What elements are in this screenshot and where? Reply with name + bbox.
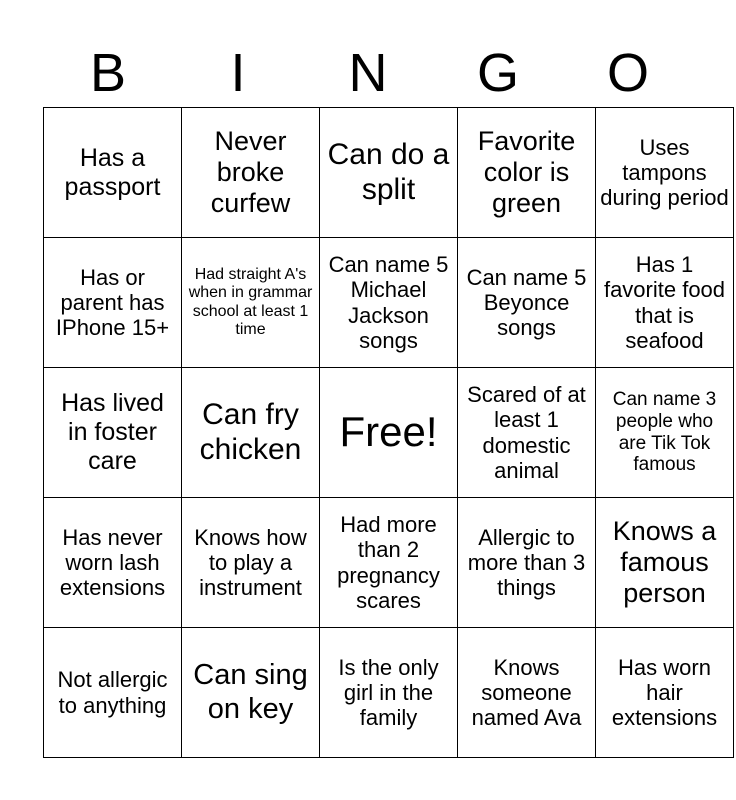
bingo-cell[interactable]: Can name 5 Beyonce songs xyxy=(458,238,596,368)
bingo-cell[interactable]: Uses tampons during period xyxy=(596,108,734,238)
bingo-cell[interactable]: Has or parent has IPhone 15+ xyxy=(44,238,182,368)
bingo-cell[interactable]: Can do a split xyxy=(320,108,458,238)
bingo-cell[interactable]: Has never worn lash extensions xyxy=(44,498,182,628)
board-row xyxy=(44,368,734,498)
bingo-cell[interactable]: Has lived in foster care xyxy=(44,368,182,498)
free-space[interactable]: Free! xyxy=(320,368,458,498)
header-letter-n: N xyxy=(348,43,388,103)
bingo-cell[interactable]: Never broke curfew xyxy=(182,108,320,238)
bingo-cell[interactable]: Allergic to more than 3 things xyxy=(458,498,596,628)
bingo-cell[interactable]: Has a passport xyxy=(44,108,182,238)
bingo-cell[interactable]: Knows how to play a instrument xyxy=(182,498,320,628)
bingo-cell[interactable]: Scared of at least 1 domestic animal xyxy=(458,368,596,498)
board-row xyxy=(44,498,734,628)
bingo-cell[interactable]: Favorite color is green xyxy=(458,108,596,238)
board-row xyxy=(44,628,734,758)
bingo-cell[interactable]: Had more than 2 pregnancy scares xyxy=(320,498,458,628)
bingo-header xyxy=(43,40,693,106)
board-row xyxy=(44,108,734,238)
bingo-cell[interactable]: Can fry chicken xyxy=(182,368,320,498)
header-letter-o: O xyxy=(606,43,649,103)
bingo-cell[interactable]: Has 1 favorite food that is seafood xyxy=(596,238,734,368)
bingo-board xyxy=(43,107,734,758)
header-letter-b: B xyxy=(89,43,127,103)
header-letter-g: G xyxy=(476,43,519,103)
bingo-cell[interactable]: Can name 5 Michael Jackson songs xyxy=(320,238,458,368)
bingo-cell[interactable]: Can sing on key xyxy=(182,628,320,758)
bingo-cell[interactable]: Can name 3 people who are Tik Tok famous xyxy=(596,368,734,498)
board-row xyxy=(44,238,734,368)
bingo-cell[interactable]: Knows someone named Ava xyxy=(458,628,596,758)
bingo-cell[interactable]: Not allergic to anything xyxy=(44,628,182,758)
header-letter-i: I xyxy=(230,43,246,103)
bingo-cell[interactable]: Has worn hair extensions xyxy=(596,628,734,758)
bingo-cell[interactable]: Had straight A's when in grammar school at least 1 time xyxy=(182,238,320,368)
bingo-cell[interactable]: Knows a famous person xyxy=(596,498,734,628)
bingo-cell[interactable]: Is the only girl in the family xyxy=(320,628,458,758)
